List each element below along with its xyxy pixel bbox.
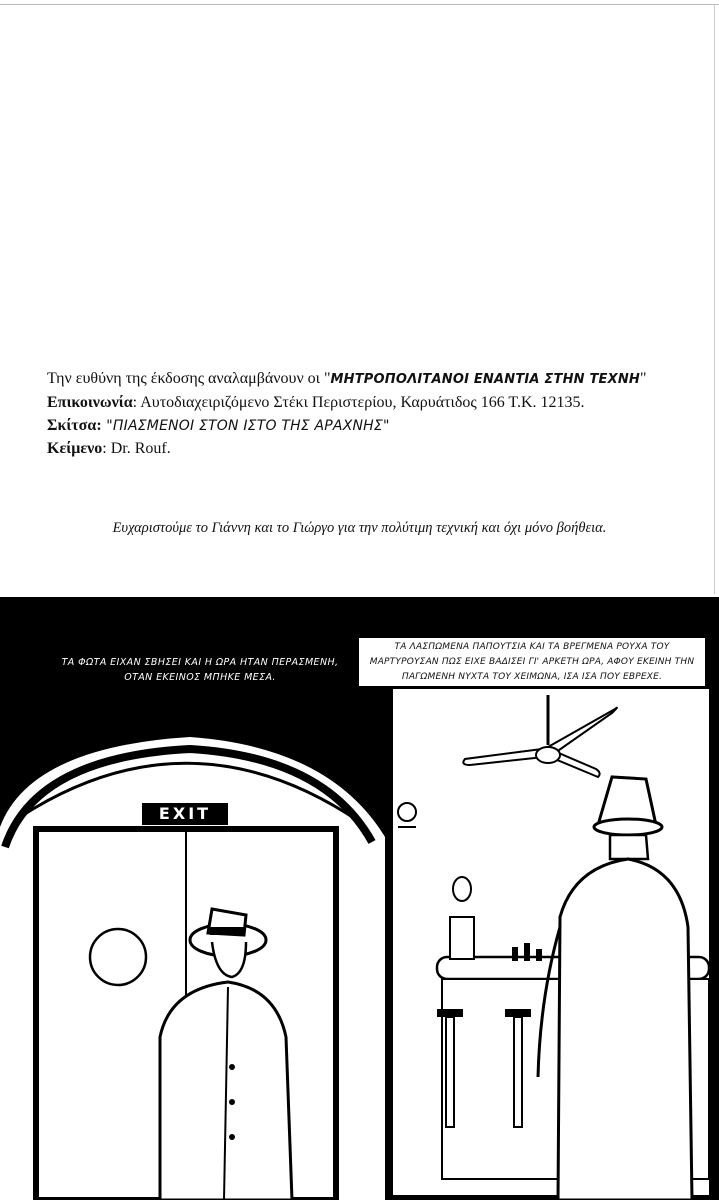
caption-right-line-3: ΠΑΓΩΜΕΝΗ ΝΥΧΤΑ ΤΟΥ ΧΕΙΜΩΝΑ, ΙΣΑ ΙΣΑ ΠΟΥ ΕΒΡΕΧΕ. <box>401 672 663 682</box>
credits-block <box>47 368 707 461</box>
contact-value: : Αυτοδιαχειριζόμενο Στέκι Περιστερίου, Καρυάτιδος 166 Τ.Κ. 12135. <box>132 394 585 411</box>
caption-right <box>358 637 706 687</box>
exit-sign: EXIT <box>142 803 228 825</box>
text-value: : Dr. Rouf. <box>102 440 171 457</box>
caption-right-line-1: ΤΑ ΛΑΣΠΩΜΕΝΑ ΠΑΠΟΥΤΣΙΑ ΚΑΙ ΤΑ ΒΡΕΓΜΕΝΑ ΡΟΥΧΑ ΤΟΥ <box>394 642 670 652</box>
contact-label: Επικοινωνία <box>47 394 133 411</box>
text-label: Κείμενο <box>47 440 103 457</box>
contact-line <box>47 392 707 414</box>
caption-right-line-2: ΜΑΡΤΥΡΟΥΣΑΝ ΠΩΣ ΕΙΧΕ ΒΑΔΙΣΕΙ ΓΙ' ΑΡΚΕΤΗ ΩΡΑ, ΑΦΟΥ ΕΚΕΙΝΗ ΤΗΝ <box>369 657 695 667</box>
publisher-suffix: " <box>640 370 647 387</box>
caption-left-line-2: ΟΤΑΝ ΕΚΕΙΝΟΣ ΜΠΗΚΕ ΜΕΣΑ. <box>124 672 276 683</box>
publisher-line <box>47 368 707 391</box>
sketches-label: Σκίτσα: <box>47 417 102 434</box>
scan-right-rule <box>714 4 715 594</box>
comic-artwork <box>0 597 719 1200</box>
caption-left <box>40 655 360 685</box>
door-window <box>90 929 146 985</box>
caption-left-line-1: ΤΑ ΦΩΤΑ ΕΙΧΑΝ ΣΒΗΣΕΙ ΚΑΙ Η ΩΡΑ ΗΤΑΝ ΠΕΡΑΣΜΕΝΗ, <box>61 657 339 668</box>
sketches-line <box>47 415 707 437</box>
publisher-name: ΜΗΤΡΟΠΟΛΙΤΑΝΟΙ ΕΝΑΝΤΙΑ ΣΤΗΝ ΤΕΧΝΗ <box>330 372 640 387</box>
publisher-prefix: Την ευθύνη της έκδοσης αναλαμβάνουν οι " <box>47 370 331 387</box>
text-line <box>47 438 707 460</box>
thanks-note: Ευχαριστούμε το Γιάννη και το Γιώργο για την πολύτιμη τεχνική και όχι μόνο βοήθεια. <box>112 520 607 536</box>
scan-top-rule <box>0 4 719 5</box>
sketches-value: "ΠΙΑΣΜΕΝΟΙ ΣΤΟΝ ΙΣΤΟ ΤΗΣ ΑΡΑΧΝΗΣ" <box>101 418 390 434</box>
